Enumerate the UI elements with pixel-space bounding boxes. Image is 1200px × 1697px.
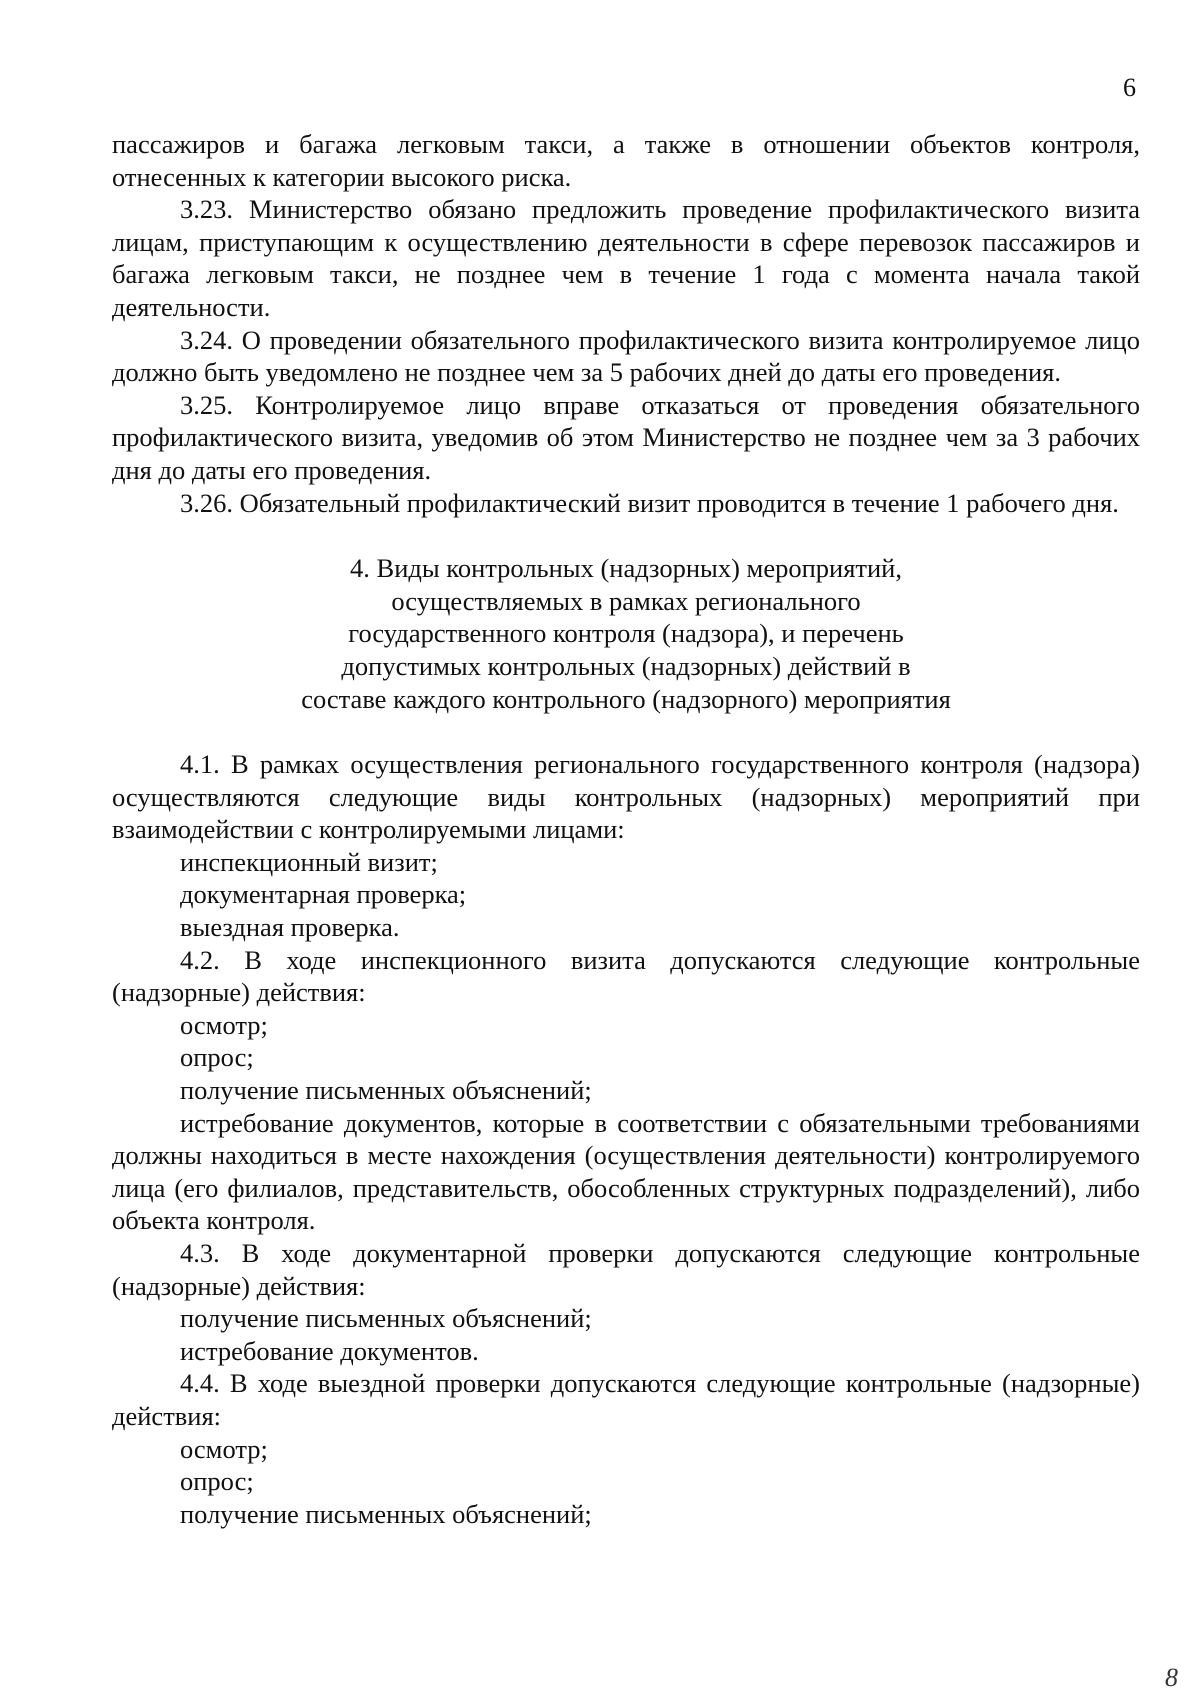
paragraph: пассажиров и багажа легковым такси, а также в отношении объектов контроля, отнесенных к категории высокого риска.	[112, 129, 1140, 192]
list-item: опрос;	[180, 1466, 254, 1497]
paragraph: 4.3. В ходе документарной проверки допускаются следующие контрольные (надзорные) действия:	[112, 1238, 1140, 1301]
section-heading-line: государственного контроля (надзора), и перечень	[348, 618, 904, 649]
paragraph: 4.2. В ходе инспекционного визита допускаются следующие контрольные (надзорные) действия:	[112, 944, 1140, 1008]
list-item: инспекционный визит;	[180, 846, 438, 877]
list-item: истребование документов.	[180, 1335, 479, 1366]
section-heading-line: допустимых контрольных (надзорных) действий в	[341, 650, 911, 681]
section-heading-line: составе каждого контрольного (надзорного) мероприятия	[301, 683, 951, 714]
paragraph: 4.4. В ходе выездной проверки допускаются следующие контрольные (надзорные) действия:	[112, 1368, 1140, 1431]
paragraph: 3.26. Обязательный профилактический визит проводится в течение 1 рабочего дня.	[180, 487, 1119, 518]
section-heading	[112, 552, 1140, 715]
list-item: опрос;	[180, 1042, 254, 1073]
list-item: выездная проверка.	[180, 912, 400, 943]
paragraphs-bottom	[112, 748, 1140, 1530]
section-heading-line: 4. Виды контрольных (надзорных) мероприятий,	[350, 553, 902, 584]
list-item: получение письменных объяснений;	[180, 1303, 592, 1334]
paragraph: 3.25. Контролируемое лицо вправе отказаться от проведения обязательного профилактического визита, уведомив об этом Министерство не позднее чем за 3 рабочих дня до даты его проведения.	[112, 389, 1140, 485]
paragraph: 3.24. О проведении обязательного профилактического визита контролируемое лицо должно быть уведомлено не позднее чем за 5 рабочих дней до даты его проведения.	[112, 324, 1140, 388]
paragraph: 4.1. В рамках осуществления регионального государственного контроля (надзора) осуществляются следующие виды контрольных (надзорных) мероприятий при взаимодействии с контролируемыми лицами:	[112, 749, 1140, 845]
list-item: получение письменных объяснений;	[180, 1075, 592, 1106]
section-heading-line: осуществляемых в рамках регионального	[391, 585, 861, 616]
page-number: 6	[1123, 73, 1136, 102]
list-item: осмотр;	[180, 1433, 268, 1464]
list-item: получение письменных объяснений;	[180, 1498, 592, 1529]
document-body	[112, 128, 1140, 1530]
paragraphs-top	[112, 128, 1140, 519]
paragraph: 3.23. Министерство обязано предложить проведение профилактического визита лицам, приступающим к осуществлению деятельности в сфере перевозок пассажиров и багажа легковым такси, не позднее чем в течение 1 года с момента начала такой деятельности.	[112, 194, 1140, 322]
corner-handwritten-mark: 8	[1165, 1663, 1178, 1692]
paragraph: истребование документов, которые в соответствии с обязательными требованиями должны находиться в месте нахождения (осуществления деятельности) контролируемого лица (его филиалов, представительств, обособленных структурных подразделений), либо объекта контроля.	[112, 1107, 1140, 1236]
list-item: документарная проверка;	[180, 879, 467, 910]
list-item: осмотр;	[180, 1009, 268, 1040]
